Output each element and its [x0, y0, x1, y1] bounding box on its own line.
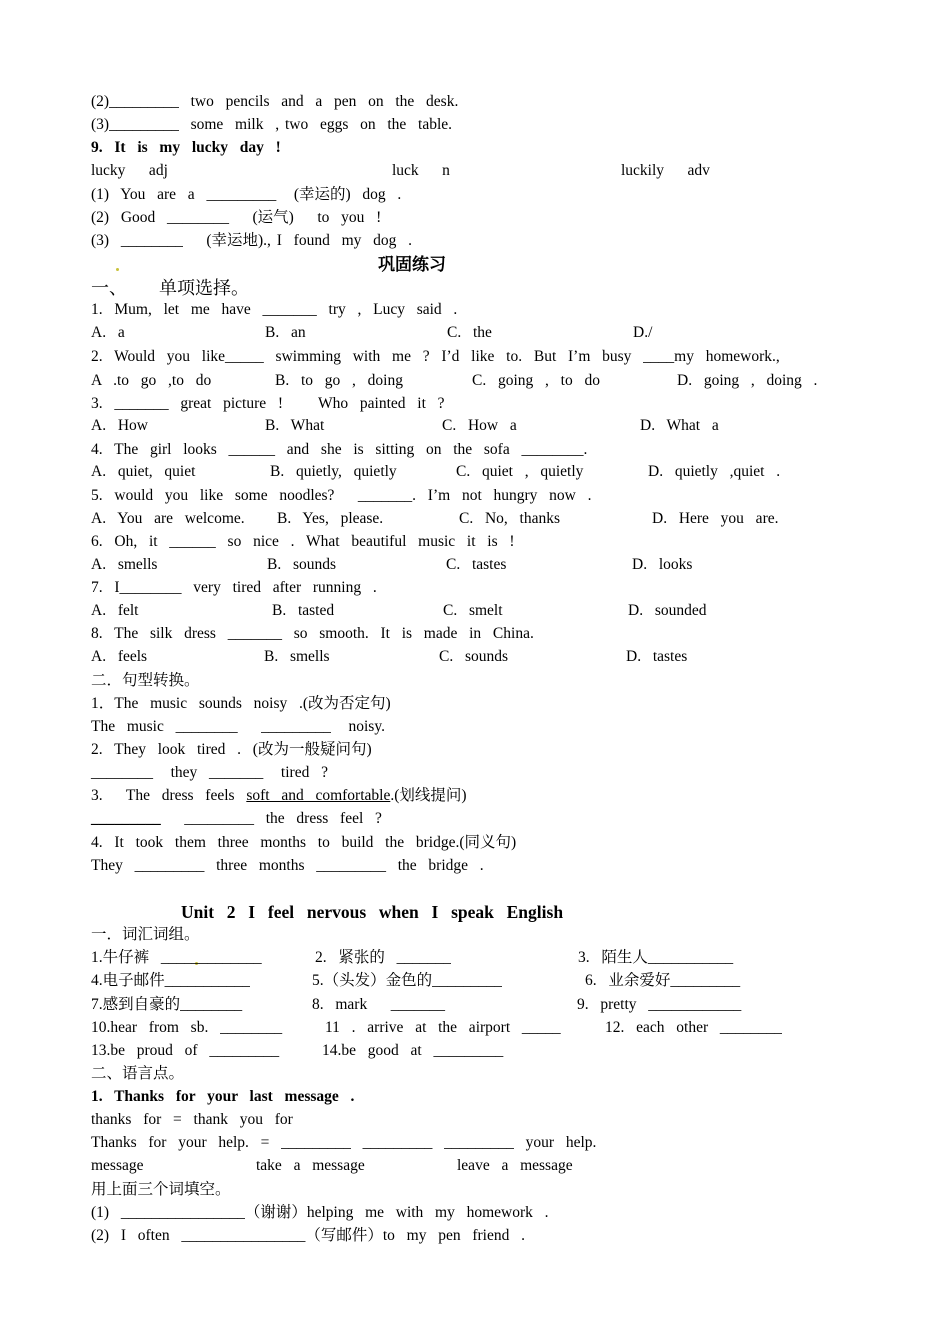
vocab-row — [91, 1017, 851, 1039]
part-title: 二、语言点。 — [91, 1065, 185, 1082]
option: C. going , to do — [472, 372, 600, 389]
phrase: take a message — [256, 1157, 365, 1174]
option: A. feels — [91, 648, 148, 665]
vocab-item: 14.be good at _________ — [322, 1042, 504, 1059]
text-line: (3) ________ (幸运地)., I found my dog . — [91, 232, 413, 249]
option: C. tastes — [446, 556, 507, 573]
vocab-item: 8. mark _______ — [312, 996, 445, 1013]
option: B. tasted — [272, 602, 335, 619]
word-form: lucky adj — [91, 162, 168, 179]
text-segment: 3. The dress feels — [91, 787, 247, 804]
vocab-item: 1.牛仔裤 _____________ — [91, 949, 262, 966]
word-forms-row — [91, 160, 851, 182]
option: D. What a — [640, 417, 719, 434]
question-stem: 8. The silk dress _______ so smooth. It is made in China. — [91, 625, 534, 642]
vocab-item: 12. each other ________ — [605, 1019, 782, 1036]
mark-dot — [116, 268, 119, 271]
vocab-item: 4.电子邮件___________ — [91, 972, 250, 989]
vocab-row — [91, 994, 851, 1016]
part-title: 一．词汇词组。 — [91, 926, 200, 943]
text-line: 用上面三个词填空。 — [91, 1181, 231, 1198]
option: D. sounded — [628, 602, 707, 619]
text-line: (2) Good ________ (运气) to you ! — [91, 209, 382, 226]
option: C. sounds — [439, 648, 509, 665]
option: A. How — [91, 417, 148, 434]
text-line: ________ they _______ tired ? — [91, 764, 328, 781]
option: C. smelt — [443, 602, 503, 619]
option: D. Here you are. — [652, 510, 779, 527]
text-line: They _________ three months _________ the bridge . — [91, 857, 484, 874]
question-stem: 4. The girl looks ______ and she is sitting on the sofa ________. — [91, 441, 588, 458]
text-segment: _________ the dress feel ? — [160, 810, 382, 827]
text-line: (2)_________ two pencils and a pen on the desk. — [91, 93, 459, 110]
bold-blank: _________ — [91, 810, 161, 827]
option: B. sounds — [267, 556, 337, 573]
item-heading: 1. Thanks for your last message . — [91, 1088, 355, 1105]
phrase: message — [91, 1157, 144, 1174]
text-line: (2) I often ________________（写邮件）to my pen friend . — [91, 1227, 525, 1244]
unit-title: Unit 2 I feel nervous when I speak English — [181, 902, 564, 922]
option-row — [91, 646, 851, 668]
option: B. Yes, please. — [277, 510, 384, 527]
option: C. the — [447, 324, 492, 341]
vocab-item: 11 . arrive at the airport _____ — [325, 1019, 561, 1036]
option: D. going , doing . — [677, 372, 818, 389]
vocab-item: 3. 陌生人___________ — [578, 949, 734, 966]
underlined-phrase: soft and comfortable — [246, 787, 391, 804]
question-stem: 6. Oh, it ______ so nice . What beautiful music it is ! — [91, 533, 515, 550]
item-heading: 9. It is my lucky day ! — [91, 139, 281, 156]
vocab-item: 7.感到自豪的________ — [91, 996, 243, 1013]
option: B. quietly, quietly — [270, 463, 397, 480]
text-line: 2. They look tired . (改为一般疑问句) — [91, 741, 372, 758]
vocab-row — [91, 970, 851, 992]
part-number: 一、 — [91, 278, 127, 298]
vocab-item: 9. pretty ____________ — [577, 996, 742, 1013]
phrase: leave a message — [457, 1157, 573, 1174]
part-title: 单项选择。 — [159, 278, 249, 298]
option: A. smells — [91, 556, 158, 573]
question-stem: 5. would you like some noodles? _______. I’m not hungry now . — [91, 487, 592, 504]
text-line — [91, 785, 467, 807]
part-title: 二．句型转换。 — [91, 672, 200, 689]
word-form: luck n — [392, 162, 450, 179]
option-row — [91, 508, 851, 530]
option-row — [91, 554, 851, 576]
word-forms-row — [91, 1155, 851, 1177]
text-line: (3)_________ some milk , two eggs on the table. — [91, 116, 453, 133]
text-line: The music ________ _________ noisy. — [91, 718, 385, 735]
option: B. What — [265, 417, 325, 434]
text-segment: .(划线提问) — [390, 787, 467, 804]
text-line: (1) ________________（谢谢）helping me with my homework . — [91, 1204, 549, 1221]
text-line: Thanks for your help. = _________ _________ _________ your help. — [91, 1134, 597, 1151]
question-stem: 2. Would you like_____ swimming with me ? I’d like to. But I’m busy ____my homework., — [91, 348, 780, 365]
question-stem: 1. Mum, let me have _______ try , Lucy said . — [91, 301, 458, 318]
text-line: (1) You are a _________ (幸运的) dog . — [91, 186, 402, 203]
option: A. a — [91, 324, 125, 341]
text-line — [91, 808, 382, 830]
option: C. No, thanks — [459, 510, 560, 527]
vocab-row — [91, 947, 851, 969]
option: B. smells — [264, 648, 330, 665]
option-row — [91, 461, 851, 483]
option: D. quietly ,quiet . — [648, 463, 781, 480]
vocab-item: 6. 业余爱好_________ — [585, 972, 741, 989]
vocab-item: 13.be proud of _________ — [91, 1042, 280, 1059]
question-stem: 7. I________ very tired after running . — [91, 579, 377, 596]
part-heading — [91, 277, 391, 299]
vocab-row — [91, 1040, 851, 1062]
option-row — [91, 415, 851, 437]
option: C. quiet , quietly — [456, 463, 584, 480]
option: B. an — [265, 324, 306, 341]
text-line: thanks for = thank you for — [91, 1111, 293, 1128]
text-line: 1．The music sounds noisy .(改为否定句) — [91, 695, 391, 712]
option-row — [91, 322, 851, 344]
option: A. You are welcome. — [91, 510, 245, 527]
option: B. to go , doing — [275, 372, 403, 389]
text-line: 4. It took them three months to build the bridge.(同义句) — [91, 834, 517, 851]
vocab-item: 5.（头发）金色的_________ — [312, 972, 502, 989]
vocab-item: 2. 紧张的 _______ — [315, 949, 451, 966]
question-stem: 3. _______ great picture ! Who painted it ? — [91, 395, 445, 412]
word-form: luckily adv — [621, 162, 710, 179]
option: A .to go ,to do — [91, 372, 212, 389]
option: D. looks — [632, 556, 693, 573]
option: C. How a — [442, 417, 517, 434]
option: D./ — [633, 324, 653, 341]
option: D. tastes — [626, 648, 688, 665]
vocab-item: 10.hear from sb. ________ — [91, 1019, 283, 1036]
option-row — [91, 600, 851, 622]
option: A. quiet, quiet — [91, 463, 196, 480]
section-title: 巩固练习 — [378, 255, 446, 274]
option: A. felt — [91, 602, 139, 619]
option-row — [91, 370, 851, 392]
